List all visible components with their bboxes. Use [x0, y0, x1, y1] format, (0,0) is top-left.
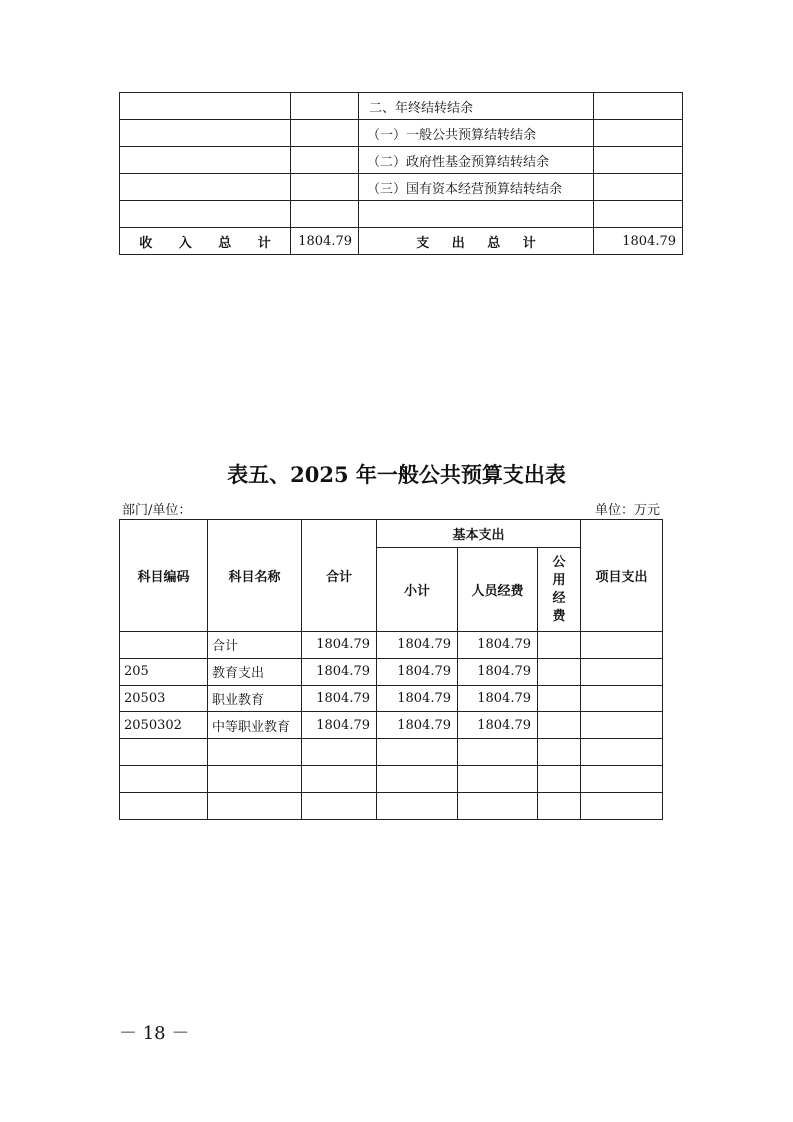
income-expense-summary-table — [119, 92, 683, 255]
table-row — [120, 792, 663, 819]
table-row — [120, 712, 663, 739]
cell-code: 20503 — [120, 685, 208, 712]
header-total: 合计 — [302, 520, 377, 632]
table-row — [120, 739, 663, 766]
table-row — [120, 93, 683, 120]
row-label: （三）国有资本经营预算结转结余 — [359, 174, 594, 201]
cell-name: 中等职业教育 — [208, 712, 302, 739]
header-subtotal: 小计 — [377, 548, 458, 632]
cell-code — [120, 632, 208, 659]
header-project: 项目支出 — [581, 520, 663, 632]
income-total-label: 收 入 总 计 — [120, 228, 291, 255]
cell-name: 职业教育 — [208, 685, 302, 712]
table-row — [120, 174, 683, 201]
table-row — [120, 201, 683, 228]
cell-total: 1804.79 — [302, 712, 377, 739]
expense-total-label: 支 出 总 计 — [359, 228, 594, 255]
row-label: 二、年终结转结余 — [359, 93, 594, 120]
table-row — [120, 765, 663, 792]
table-row — [120, 685, 663, 712]
cell-subtotal: 1804.79 — [377, 712, 458, 739]
cell-personnel: 1804.79 — [458, 658, 538, 685]
header-public: 公 用 经 费 — [538, 548, 581, 632]
header-code: 科目编码 — [120, 520, 208, 632]
income-total-value: 1804.79 — [291, 228, 359, 255]
cell-name: 合计 — [208, 632, 302, 659]
cell-subtotal: 1804.79 — [377, 658, 458, 685]
cell-total: 1804.79 — [302, 685, 377, 712]
cell-personnel: 1804.79 — [458, 632, 538, 659]
cell-code: 2050302 — [120, 712, 208, 739]
dept-label: 部门/单位： — [122, 503, 192, 518]
cell-subtotal: 1804.79 — [377, 632, 458, 659]
expense-total-value: 1804.79 — [594, 228, 683, 255]
row-label: （二）政府性基金预算结转结余 — [359, 147, 594, 174]
header-basic: 基本支出 — [377, 520, 581, 548]
cell-name: 教育支出 — [208, 658, 302, 685]
row-label: （一）一般公共预算结转结余 — [359, 120, 594, 147]
cell-total: 1804.79 — [302, 632, 377, 659]
totals-row — [120, 228, 683, 255]
cell-total: 1804.79 — [302, 658, 377, 685]
header-personnel: 人员经费 — [458, 548, 538, 632]
page-title: 表五、2025 年一般公共预算支出表 — [227, 462, 566, 487]
table-row — [120, 120, 683, 147]
table-row — [120, 147, 683, 174]
cell-personnel: 1804.79 — [458, 712, 538, 739]
unit-label: 单位：万元 — [594, 503, 660, 518]
header-row — [120, 520, 663, 548]
cell-subtotal: 1804.79 — [377, 685, 458, 712]
expenditure-table — [119, 519, 663, 820]
header-name: 科目名称 — [208, 520, 302, 632]
table-row — [120, 632, 663, 659]
page-number: － 18 － — [119, 1023, 190, 1044]
cell-personnel: 1804.79 — [458, 685, 538, 712]
cell-code: 205 — [120, 658, 208, 685]
table-row — [120, 658, 663, 685]
